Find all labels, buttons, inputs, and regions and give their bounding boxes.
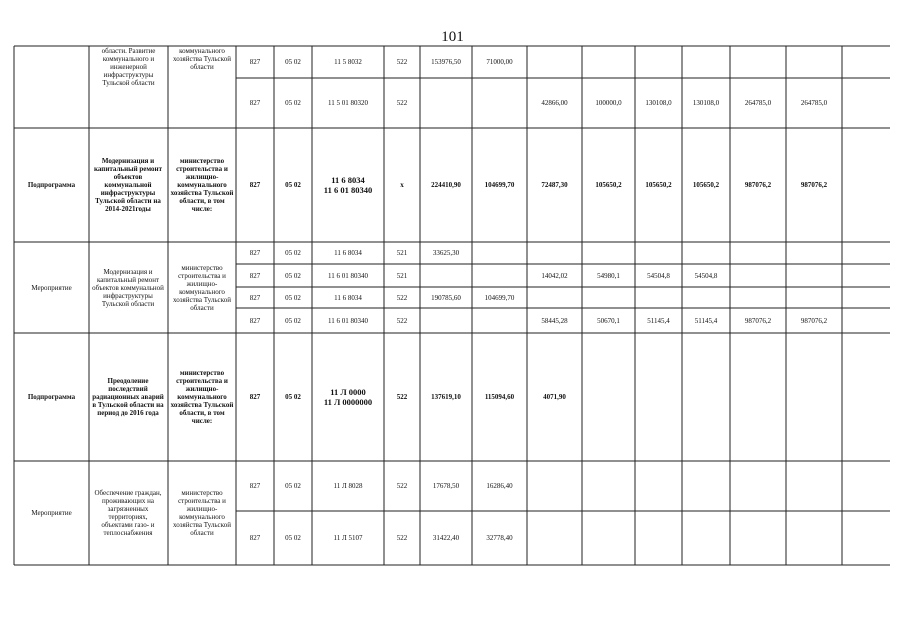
cell-rzpr: 05 02: [285, 482, 301, 490]
cell-y2015: 115094,60: [484, 393, 515, 401]
section-name: Модернизация и капитальный ремонт объектов коммунальной инфраструктуры Тульской области: [92, 267, 164, 308]
cell-grbs: 827: [249, 293, 261, 302]
cell-vr: 522: [396, 58, 408, 66]
cell-y2015: 71000,00: [486, 58, 513, 66]
section-name: Модернизация и капитальный ремонт объектов коммунальной инфраструктуры Тульской области на 2014-2021годы: [93, 157, 163, 213]
cell-y2016: 58445,28: [541, 316, 568, 325]
cell-y2016: 72487,30: [541, 181, 568, 189]
cell-rzpr: 05 02: [285, 271, 301, 280]
cell-vr: x: [400, 181, 404, 189]
cell-grbs: 827: [249, 534, 261, 542]
cell-rzpr: 05 02: [285, 534, 301, 542]
cell-y2014: 190785,60: [431, 293, 461, 302]
section-executor: коммунального хозяйства Тульской области: [173, 47, 231, 71]
cell-vr: 522: [396, 534, 408, 542]
section-name: Преодоление последствий радиационных аварий в Тульской области на период до 2016 года: [92, 377, 164, 417]
cell-rzpr: 05 02: [285, 99, 301, 107]
section-executor: министерство строительства и жилищно-коммунального хозяйства Тульской области, в том числе:: [170, 369, 234, 425]
section-kind: Мероприятие: [31, 283, 72, 292]
cell-y2014: 137619,10: [431, 393, 461, 401]
page-number: 101: [441, 29, 464, 45]
cell-grbs: 827: [249, 393, 261, 401]
section-executor: министерство строительства и жилищно-коммунального хозяйства Тульской области, в том числе:: [170, 157, 234, 213]
cell-grbs: 827: [249, 58, 261, 66]
cell-vr: 522: [396, 99, 408, 107]
cell-vr: 522: [396, 316, 408, 325]
cell-csr: 11 6 01 80340: [328, 271, 368, 280]
cell-y2017: 105650,2: [595, 181, 622, 189]
cell-rzpr: 05 02: [285, 393, 301, 401]
cell-y2014: 33625,30: [432, 249, 460, 257]
cell-y2019: 130108,0: [692, 99, 720, 107]
cell-csr: 11 6 8034: [334, 249, 362, 257]
cell-rzpr: 05 02: [285, 58, 301, 66]
cell-y2018: 105650,2: [645, 181, 672, 189]
section-executor: министерство строительства и жилищно-коммунального хозяйства Тульской области: [173, 263, 231, 312]
cell-rzpr: 05 02: [285, 249, 301, 257]
section-kind: Мероприятие: [31, 509, 72, 517]
cell-csr: 11 5 01 80320: [328, 99, 368, 107]
cell-vr: 522: [396, 393, 408, 401]
cell-vr: 521: [396, 249, 408, 257]
cell-y2018: 51145,4: [647, 316, 670, 325]
cell-rzpr: 05 02: [285, 316, 301, 325]
cell-y2021: 987076,2: [800, 316, 828, 325]
cell-y2020: 264785,0: [744, 99, 772, 107]
cell-csr: 11 Л 0000 11 Л 0000000: [323, 387, 373, 407]
cell-grbs: 827: [249, 316, 261, 325]
cell-rzpr: 05 02: [285, 293, 301, 302]
cell-vr: 522: [396, 293, 408, 302]
cell-y2016: 42866,00: [541, 99, 568, 107]
section-name: области. Развитие коммунального и инженерной инфраструктуры Тульской области: [101, 47, 156, 87]
cell-csr: 11 6 8034: [334, 293, 362, 302]
cell-y2019: 105650,2: [692, 181, 720, 189]
section-executor: министерство строительства и жилищно-коммунального хозяйства Тульской области: [173, 489, 231, 537]
cell-y2014: 224410,90: [431, 181, 461, 189]
cell-y2015: 32778,40: [486, 534, 513, 542]
cell-y2014: 153976,50: [431, 58, 461, 66]
section-kind: Подпрограмма: [27, 181, 76, 189]
cell-y2021: 264785,0: [800, 99, 828, 107]
section-kind: Подпрограмма: [27, 393, 76, 401]
cell-y2018: 130108,0: [645, 99, 672, 107]
cell-y2015: 104699,70: [484, 293, 515, 302]
cell-csr: 11 Л 5107: [333, 534, 363, 542]
cell-y2019: 51145,4: [694, 316, 718, 325]
cell-y2015: 104699,70: [484, 181, 515, 189]
cell-y2017: 54980,1: [597, 271, 620, 280]
cell-y2015: 16286,40: [486, 482, 513, 490]
cell-y2017: 100000,0: [595, 99, 622, 107]
cell-y2017: 50670,1: [597, 316, 620, 325]
cell-y2016: 4071,90: [543, 393, 566, 401]
cell-y2016: 14042,02: [541, 271, 568, 280]
cell-grbs: 827: [249, 99, 261, 107]
cell-csr: 11 6 01 80340: [328, 316, 368, 325]
cell-y2014: 17678,50: [432, 482, 460, 490]
cell-csr: 11 5 8032: [334, 58, 362, 66]
cell-vr: 521: [396, 271, 408, 280]
cell-grbs: 827: [249, 181, 261, 189]
cell-y2020: 987076,2: [744, 181, 772, 189]
section-name: Обеспечение граждан, проживающих на загрязненных территориях, объектами газо- и теплоснабжения: [94, 489, 162, 537]
cell-y2019: 54504,8: [694, 271, 718, 280]
cell-grbs: 827: [249, 482, 261, 490]
cell-vr: 522: [396, 482, 408, 490]
cell-grbs: 827: [249, 271, 261, 280]
cell-csr: 11 Л 8028: [333, 482, 363, 490]
cell-y2021: 987076,2: [800, 181, 828, 189]
cell-grbs: 827: [249, 249, 261, 257]
cell-y2014: 31422,40: [432, 534, 460, 542]
cell-y2020: 987076,2: [744, 316, 772, 325]
cell-rzpr: 05 02: [285, 181, 301, 189]
cell-y2018: 54504,8: [647, 271, 670, 280]
cell-csr: 11 6 8034 11 6 01 80340: [323, 175, 373, 195]
